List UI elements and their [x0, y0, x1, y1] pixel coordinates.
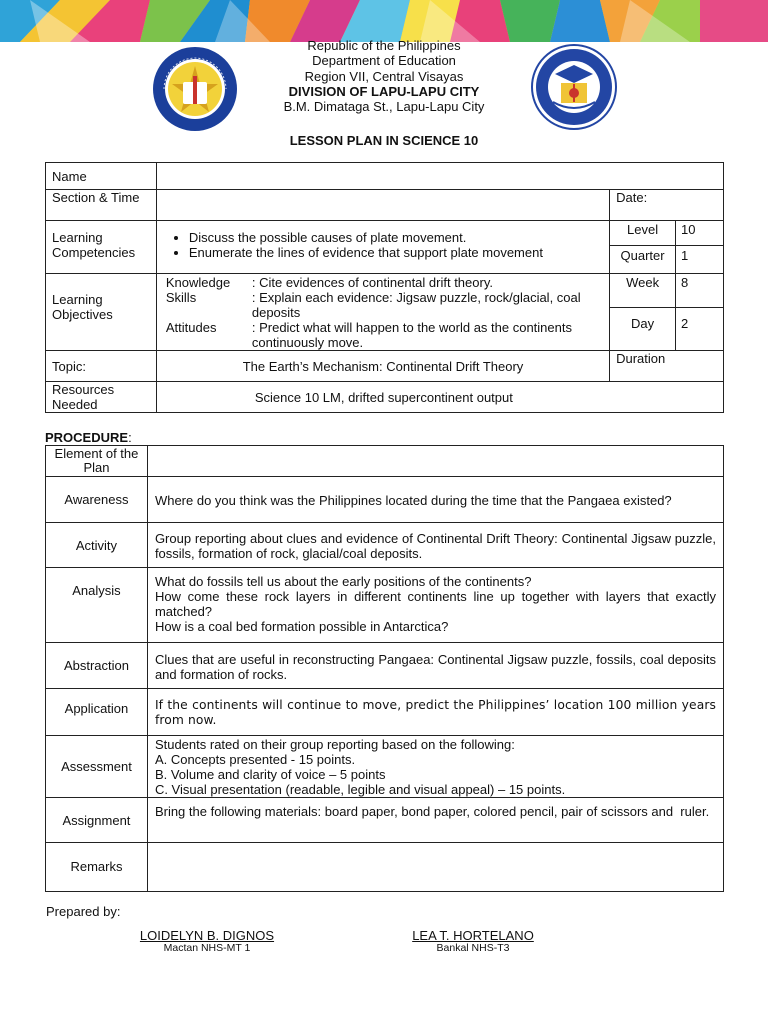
content-line: Bring the following materials: board paper, bond paper, colored pencil, pair of scissors and ruler. — [154, 804, 710, 819]
skills-label: Skills — [165, 290, 197, 305]
procedure-table — [45, 445, 724, 892]
name-label: Name — [46, 163, 157, 190]
content-line: B. Volume and clarity of voice – 5 points — [154, 767, 386, 782]
row-label-application: Application — [46, 689, 148, 736]
row-label-assessment: Assessment — [46, 736, 148, 798]
quarter-value: 1 — [676, 246, 724, 274]
content-line: A. Concepts presented - 15 points. — [154, 752, 356, 767]
skills-value: : Explain each evidence: Jigsaw puzzle, rock/glacial, coal deposits — [251, 290, 581, 320]
row-content-remarks — [147, 843, 723, 892]
department-line: Department of Education — [312, 53, 456, 69]
section-value — [156, 190, 609, 221]
resources-cell — [156, 382, 723, 413]
signature-block — [390, 928, 556, 954]
row-label-awareness: Awareness — [46, 477, 148, 523]
content-line: Students rated on their group reporting based on the following: — [154, 737, 515, 752]
resources-label: Resources Needed — [46, 382, 157, 413]
week-value: 8 — [676, 274, 724, 308]
content-line: What do fossils tell us about the early positions of the continents? — [154, 574, 532, 589]
element-header-blank — [147, 446, 723, 477]
section-label: Section & Time — [46, 190, 157, 221]
content-line: Clues that are useful in reconstructing Pangaea: Continental Jigsaw puzzle, fossils, coal deposits and formation of rocks. — [154, 651, 716, 682]
duration-label: Duration — [610, 351, 724, 382]
content-line: Where do you think was the Philippines located during the time that the Pangaea existed? — [154, 493, 672, 508]
topic-content — [156, 351, 609, 382]
signature-block — [118, 928, 296, 954]
quarter-label: Quarter — [610, 246, 676, 274]
row-content-assignment — [147, 798, 723, 843]
content-line: Group reporting about clues and evidence of Continental Drift Theory: Continental Jigsaw puzzle, fossils, formation of rock, glacial/coal deposits. — [154, 531, 716, 561]
row-content-application — [147, 689, 723, 736]
republic-line: Republic of the Philippines — [307, 38, 461, 53]
level-value: 10 — [676, 221, 724, 246]
row-label-analysis: Analysis — [46, 568, 148, 643]
address-line: B.M. Dimataga St., Lapu-Lapu City — [283, 99, 485, 115]
signer-school: Bankal NHS-T3 — [436, 942, 510, 954]
week-label: Week — [610, 274, 676, 308]
row-content-awareness — [147, 477, 723, 523]
region-line: Region VII, Central Visayas — [304, 68, 464, 84]
competencies-list — [156, 221, 609, 274]
competencies-label: Learning Competencies — [46, 221, 157, 274]
topic-label: Topic: — [46, 351, 157, 382]
signer-school: Mactan NHS-MT 1 — [163, 942, 251, 954]
topic-prefix: The Earth’s Mechanism: — [242, 358, 387, 374]
date-label: Date: — [610, 190, 724, 221]
element-header: Element of the Plan — [46, 446, 148, 477]
level-label: Level — [610, 221, 676, 246]
signer-name: LOIDELYN B. DIGNOS — [139, 928, 275, 943]
row-label-assignment: Assignment — [46, 798, 148, 843]
page-title: LESSON PLAN IN SCIENCE 10 — [289, 133, 479, 148]
content-line: How is a coal bed formation possible in Antarctica? — [154, 619, 449, 634]
content-line: How come these rock layers in different continents line up together with layers that exactly matched? — [154, 589, 716, 619]
knowledge-label: Knowledge — [165, 275, 231, 290]
objectives-label: Learning Objectives — [46, 274, 157, 351]
lesson-info-table — [45, 162, 724, 413]
attitudes-value: : Predict what will happen to the world as the continents continuously move. — [251, 320, 572, 350]
row-label-abstraction: Abstraction — [46, 643, 148, 689]
row-label-activity: Activity — [46, 523, 148, 568]
row-content-activity — [147, 523, 723, 568]
objectives-content — [156, 274, 609, 351]
day-label: Day — [610, 307, 676, 350]
knowledge-value: : Cite evidences of continental drift theory. — [251, 275, 493, 290]
row-content-analysis — [147, 568, 723, 643]
day-value: 2 — [676, 307, 724, 350]
row-label-remarks: Remarks — [46, 843, 148, 892]
competency-item: • Enumerate the lines of evidence that support plate movement — [189, 245, 605, 260]
signer-name: LEA T. HORTELANO — [412, 928, 534, 943]
name-value — [156, 163, 723, 190]
resources-value: Science 10 LM, drifted supercontinent output — [254, 389, 513, 405]
competency-item: • Discuss the possible causes of plate movement. — [189, 230, 605, 245]
procedure-heading — [45, 430, 132, 445]
content-line: If the continents will continue to move, predict the Philippines’ location 100 million years from now. — [154, 698, 716, 727]
topic-value: Continental Drift Theory — [386, 358, 524, 374]
procedure-heading-colon: : — [128, 430, 132, 445]
procedure-heading-text: PROCEDURE — [45, 430, 129, 445]
header-banner — [0, 0, 768, 42]
row-content-abstraction — [147, 643, 723, 689]
attitudes-label: Attitudes — [165, 320, 217, 335]
school-header — [0, 38, 768, 114]
row-content-assessment — [147, 736, 723, 798]
content-line: C. Visual presentation (readable, legible and visual appeal) – 15 points. — [154, 782, 566, 797]
division-line: DIVISION OF LAPU-LAPU CITY — [288, 83, 480, 99]
prepared-by-label: Prepared by: — [46, 904, 121, 919]
